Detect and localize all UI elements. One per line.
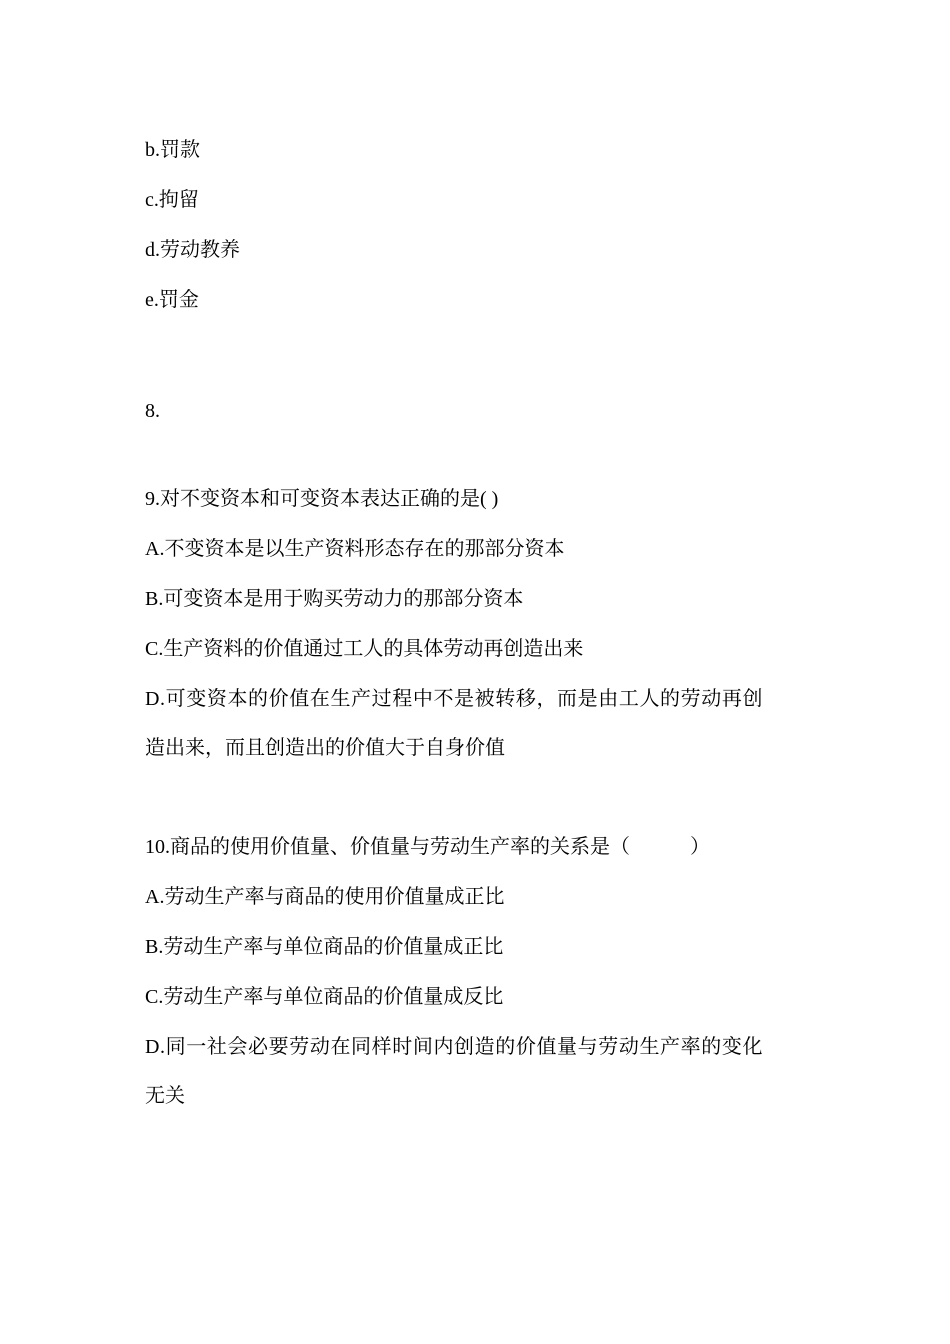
q9-option-c: C.生产资料的价值通过工人的具体劳动再创造出来: [145, 638, 584, 660]
q7-option-d: d.劳动教养: [145, 239, 240, 261]
q7-option-c: c.拘留: [145, 189, 199, 211]
q10-option-b: B.劳动生产率与单位商品的价值量成正比: [145, 936, 504, 958]
q9-option-d-continued: 造出来，而且创造出的价值大于自身价值: [145, 737, 505, 759]
q9-question: 9.对不变资本和可变资本表达正确的是( ): [145, 488, 499, 510]
q10-question: 10.商品的使用价值量、价值量与劳动生产率的关系是（ ）: [145, 836, 710, 858]
q10-option-a: A.劳动生产率与商品的使用价值量成正比: [145, 886, 505, 908]
q8-number: 8.: [145, 400, 160, 422]
q9-option-b: B.可变资本是用于购买劳动力的那部分资本: [145, 588, 524, 610]
q7-option-e: e.罚金: [145, 289, 199, 311]
q10-option-d-continued: 无关: [145, 1085, 185, 1107]
q10-option-c: C.劳动生产率与单位商品的价值量成反比: [145, 986, 504, 1008]
q7-option-b: b.罚款: [145, 139, 200, 161]
q9-option-d: D.可变资本的价值在生产过程中不是被转移，而是由工人的劳动再创: [145, 688, 764, 710]
q10-option-d: D.同一社会必要劳动在同样时间内创造的价值量与劳动生产率的变化: [145, 1036, 764, 1058]
q9-option-a: A.不变资本是以生产资料形态存在的那部分资本: [145, 538, 565, 560]
